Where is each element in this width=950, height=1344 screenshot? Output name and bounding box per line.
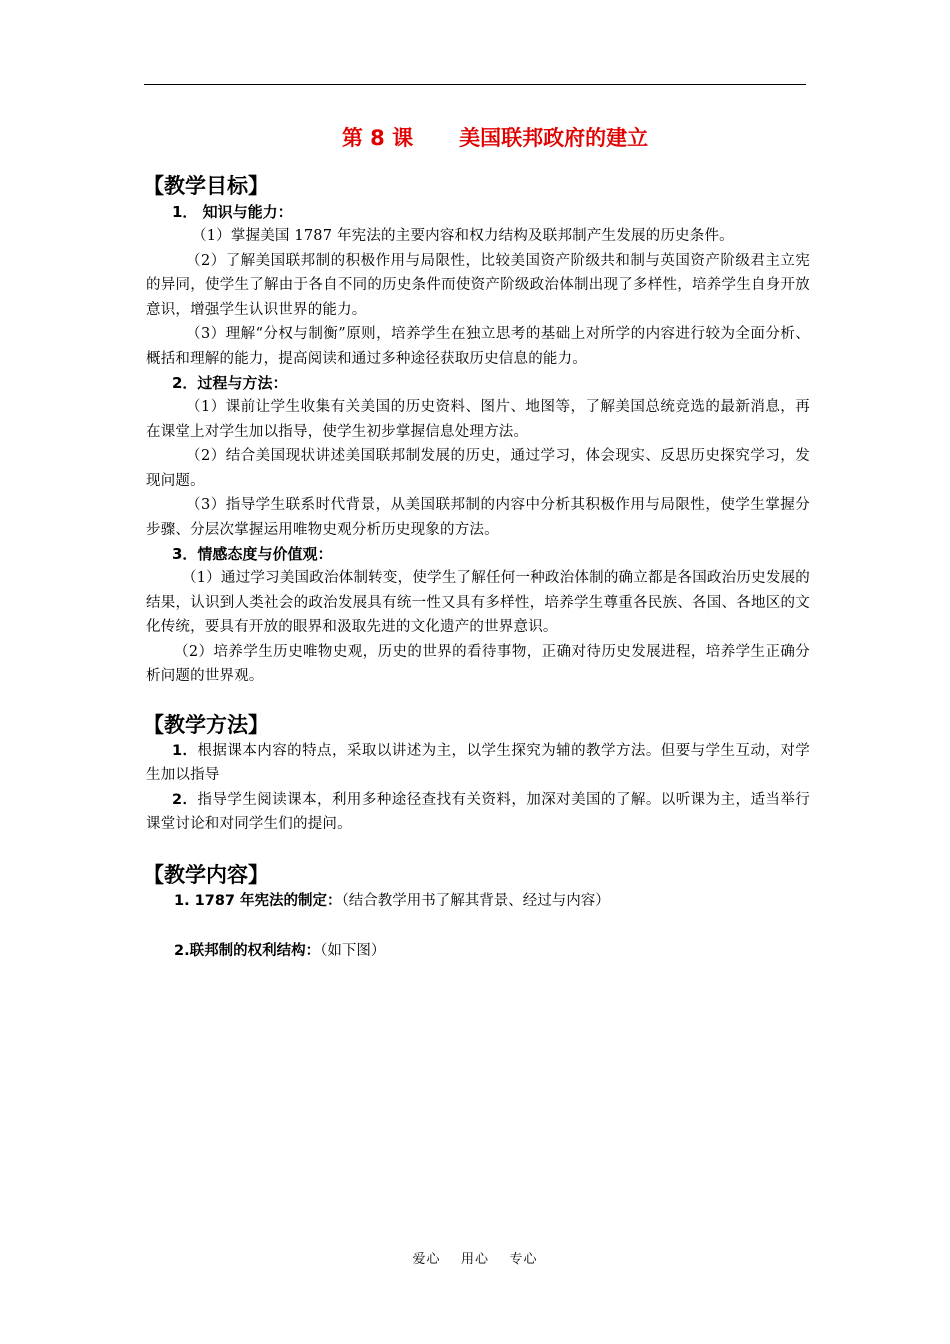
values-paragraph-2: （2）培养学生历史唯物史观，历史的世界的看待事物，正确对待历史发展进程，培养学生正确分析问题的世界观。 — [146, 643, 810, 684]
knowledge-paragraph-1: （1）掌握美国 1787 年宪法的主要内容和权力结构及联邦制产生发展的历史条件。 — [192, 228, 734, 244]
objectives-heading: 【教学目标】 — [143, 174, 269, 198]
lesson-name: 美国联邦政府的建立 — [459, 126, 649, 150]
values-heading: 3．情感态度与价值观： — [172, 545, 333, 563]
method-item-1-number: 1． — [172, 742, 198, 759]
method-item-2-text: 指导学生阅读课本，利用多种途径查找有关资料，加深对美国的了解。以听课为主，适当举行课堂讨论和对同学生们的提问。 — [146, 791, 810, 832]
content-item-2-label: 2.联邦制的权利结构： — [174, 942, 321, 959]
method-item-2-number: 2． — [172, 791, 198, 808]
methods-heading: 【教学方法】 — [143, 712, 269, 737]
header-rule — [144, 84, 806, 85]
contents-heading: 【教学内容】 — [143, 862, 269, 887]
content-item-2-note: （如下图） — [320, 942, 386, 959]
knowledge-heading: 1． 知识与能力： — [172, 203, 293, 221]
lesson-number: 第 8 课 — [341, 126, 414, 150]
method-item-1 — [146, 739, 810, 788]
process-paragraph-3: （3）指导学生联系时代背景，从美国联邦制的内容中分析其积极作用与局限性，使学生掌握分步骤、分层次掌握运用唯物史观分析历史现象的方法。 — [146, 497, 810, 538]
content-item-2 — [174, 939, 810, 963]
values-paragraph-1: （1）通过学习美国政治体制转变，使学生了解任何一种政治体制的确立都是各国政治历史发展的结果，认识到人类社会的政治发展具有统一性又具有多样性，培养学生尊重各民族、各国、各地区的文化传统，要具有开放的眼界和汲取先进的文化遗产的世界意识。 — [146, 570, 810, 635]
page-footer: 爱心 用心 专心 — [412, 1252, 538, 1267]
process-paragraph-2: （2）结合美国现状讲述美国联邦制发展的历史，通过学习，体会现实、反思历史探究学习，发现问题。 — [146, 448, 810, 489]
method-item-2 — [146, 788, 810, 837]
process-paragraph-1: （1）课前让学生收集有关美国的历史资料、图片、地图等，了解美国总统竞选的最新消息，再在课堂上对学生加以指导，使学生初步掌握信息处理方法。 — [146, 399, 810, 440]
spacer — [146, 689, 810, 711]
document-body — [143, 172, 810, 963]
lesson-title — [0, 122, 950, 152]
content-item-1-note: （结合教学用书了解其背景、经过与内容） — [341, 892, 610, 909]
method-item-1-text: 根据课本内容的特点，采取以讲述为主，以学生探究为辅的教学方法。但要与学生互动，对学生加以指导 — [146, 742, 810, 783]
spacer — [146, 837, 810, 861]
spacer — [146, 913, 810, 939]
content-item-1-label: 1. 1787 年宪法的制定： — [174, 892, 342, 909]
knowledge-paragraph-3: （3）理解“分权与制衡”原则，培养学生在独立思考的基础上对所学的内容进行较为全面分析、概括和理解的能力，提高阅读和通过多种途径获取历史信息的能力。 — [146, 326, 810, 367]
knowledge-paragraph-2: （2）了解美国联邦制的积极作用与局限性，比较美国资产阶级共和制与英国资产阶级君主立宪的异同，使学生了解由于各自不同的历史条件而使资产阶级政治体制出现了多样性，培养学生自身开放意识，增强学生认识世界的能力。 — [146, 252, 810, 318]
process-heading: 2．过程与方法： — [172, 374, 288, 392]
content-item-1 — [174, 889, 810, 913]
